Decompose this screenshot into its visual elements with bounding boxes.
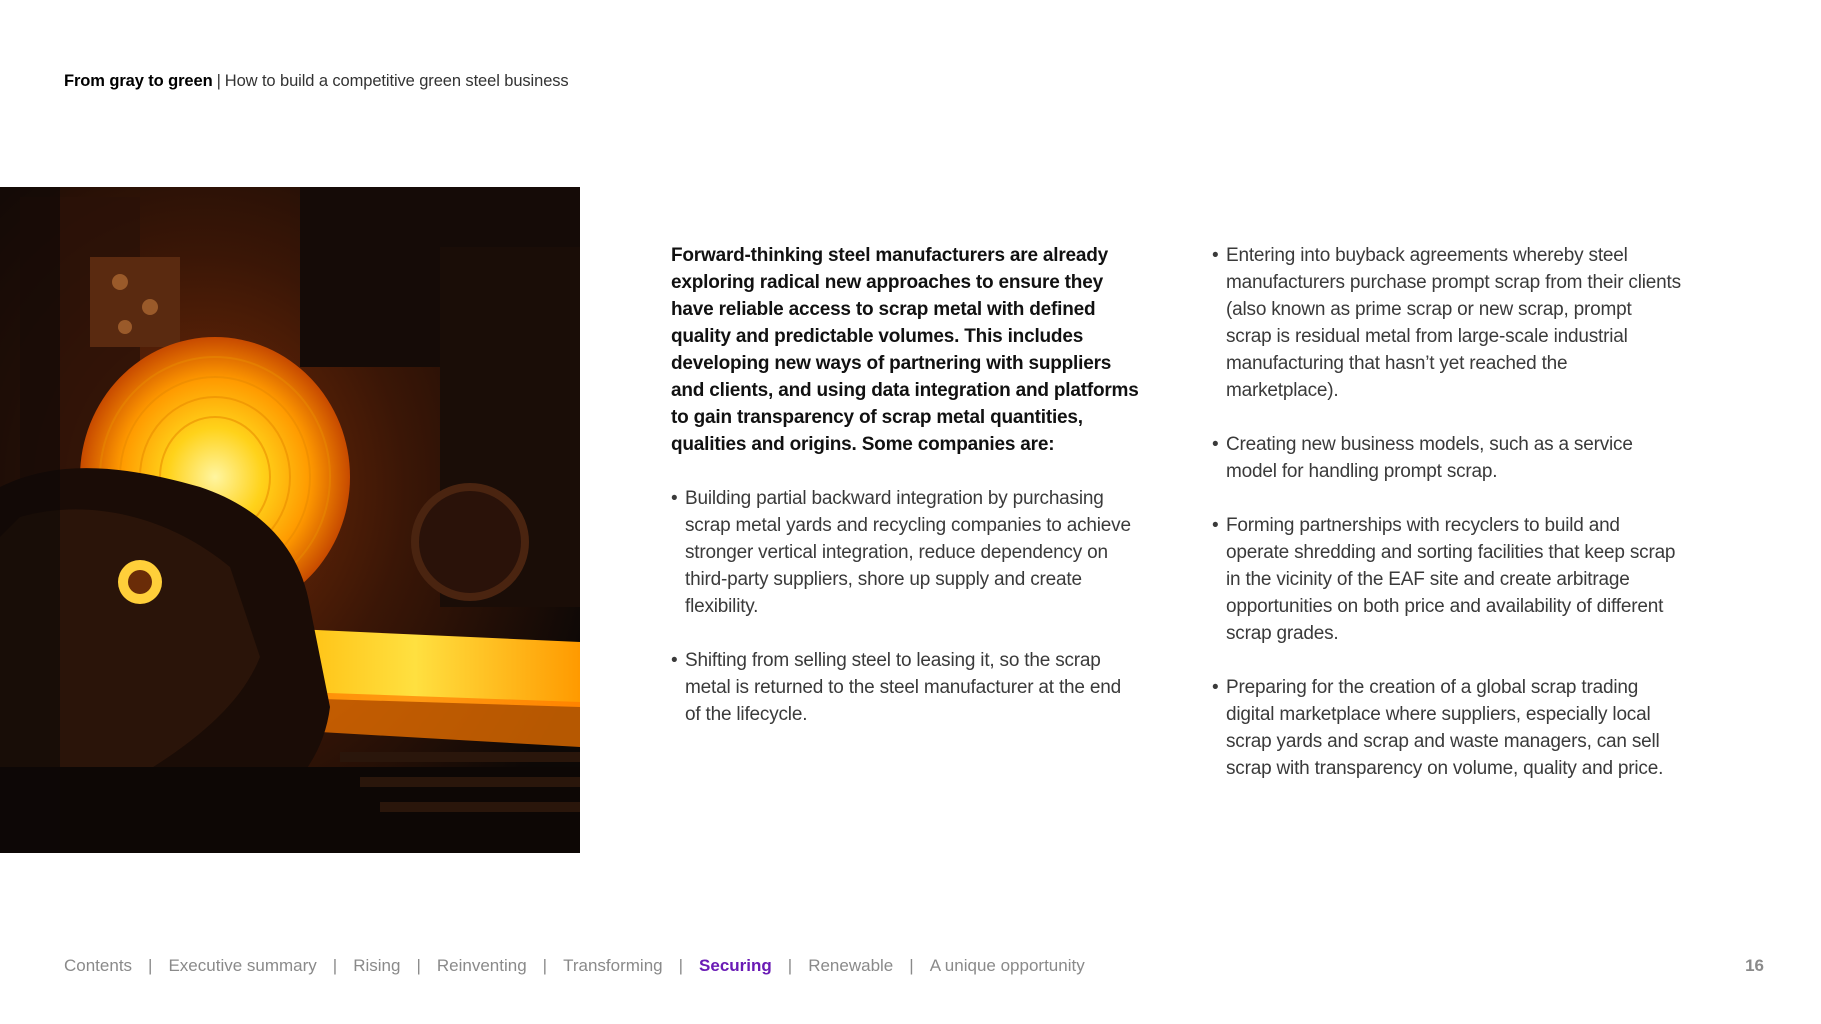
left-text-column <box>671 242 1141 755</box>
list-item: • Building partial backward integration by purchasing scrap metal yards and recycling companies to achieve stronger vertical integration, reduce dependency on third-party suppliers, shore up supply and create flexibility. <box>671 485 1141 620</box>
nav-transforming[interactable]: Transforming <box>563 956 663 975</box>
document-header <box>64 72 569 91</box>
nav-divider: | <box>909 956 914 975</box>
nav-renewable[interactable]: Renewable <box>808 956 894 975</box>
nav-divider: | <box>332 956 338 975</box>
nav-divider: | <box>148 956 153 975</box>
list-item: • Creating new business models, such as a service model for handling prompt scrap. <box>1212 431 1682 485</box>
nav-contents[interactable]: Contents <box>64 956 133 975</box>
hot-steel-coil-photo <box>0 187 580 853</box>
right-bullet-list <box>1212 242 1682 782</box>
nav-rising[interactable]: Rising <box>353 956 401 975</box>
list-item: • Preparing for the creation of a global scrap trading digital marketplace where suppliers, especially local scrap yards and scrap and waste managers, can sell scrap with transparency on volume, quality and price. <box>1212 674 1682 782</box>
list-item: • Entering into buyback agreements whereby steel manufacturers purchase prompt scrap from their clients (also known as prime scrap or new scrap, prompt scrap is residual metal from large-scale industrial manufacturing that hasn’t yet reached the marketplace). <box>1212 242 1682 404</box>
intro-paragraph: Forward-thinking steel manufacturers are already exploring radical new approaches to ensure they have reliable access to scrap metal with defined quality and predictable volumes. This includes developing new ways of partnering with suppliers and clients, and using data integration and platforms to gain transparency of scrap metal quantities, qualities and origins. Some companies are: <box>671 245 1139 455</box>
nav-divider: | <box>787 956 793 975</box>
nav-executive-summary[interactable]: Executive summary <box>168 956 317 975</box>
photo-illustration <box>0 187 580 853</box>
list-item: • Shifting from selling steel to leasing it, so the scrap metal is returned to the steel manufacturer at the end of the lifecycle. <box>671 647 1141 728</box>
nav-a-unique-opportunity[interactable]: A unique opportunity <box>929 956 1085 975</box>
section-navigation <box>64 956 1085 976</box>
left-bullet-list <box>671 485 1141 728</box>
document-title: From gray to green <box>64 72 213 90</box>
nav-divider: | <box>416 956 421 975</box>
nav-divider: | <box>542 956 548 975</box>
nav-securing[interactable]: Securing <box>699 956 772 975</box>
header-separator: | <box>216 72 221 90</box>
nav-reinventing[interactable]: Reinventing <box>436 956 527 975</box>
page-number: 16 <box>1745 956 1764 975</box>
nav-divider: | <box>678 956 684 975</box>
right-text-column <box>1212 242 1682 809</box>
document-subtitle: How to build a competitive green steel business <box>224 72 569 90</box>
list-item: • Forming partnerships with recyclers to build and operate shredding and sorting facilities that keep scrap in the vicinity of the EAF site and create arbitrage opportunities on both price and availability of different scrap grades. <box>1212 512 1682 647</box>
